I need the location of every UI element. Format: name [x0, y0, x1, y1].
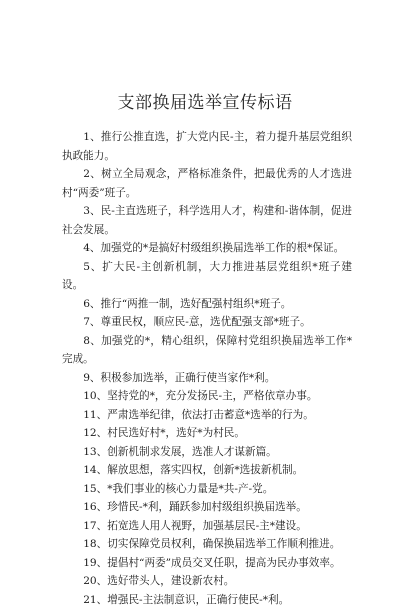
slogan-item: 1、推行公推直选，扩大党内民-主，着力提升基层党组织执政能力。 — [62, 128, 352, 165]
slogan-list — [62, 128, 352, 609]
slogan-item: 10、坚持党的*，充分发扬民-主，严格依章办事。 — [62, 387, 352, 406]
slogan-item: 15、*我们事业的核心力量是*共-产-党。 — [62, 480, 352, 499]
slogan-item: 8、加强党的*，精心组织，保障村党组织换届选举工作*完成。 — [62, 332, 352, 369]
slogan-item: 17、拓宽选人用人视野，加强基层民-主*建设。 — [62, 517, 352, 536]
document-title: 支部换届选举宣传标语 — [0, 88, 410, 113]
slogan-item: 4、加强党的*是搞好村级组织换届选举工作的根*保证。 — [62, 239, 352, 258]
slogan-item: 6、推行“两推一制，选好配强村组织*班子。 — [62, 295, 352, 314]
slogan-item: 3、民-主直选班子，科学选用人才，构建和-谐体制，促进社会发展。 — [62, 202, 352, 239]
slogan-item: 14、解放思想，落实四权，创新*选拔新机制。 — [62, 461, 352, 480]
slogan-item: 20、选好带头人，建设新农村。 — [62, 572, 352, 591]
slogan-item: 18、切实保障党员权利，确保换届选举工作顺利推进。 — [62, 535, 352, 554]
slogan-item: 21、增强民-主法制意识，正确行使民-*利。 — [62, 591, 352, 609]
slogan-item: 2、树立全局观念，严格标准条件，把最优秀的人才选进村“两委”班子。 — [62, 165, 352, 202]
slogan-item: 16、珍惜民-*利，踊跃参加村级组织换届选举。 — [62, 498, 352, 517]
slogan-item: 19、提倡村“两委”成员交叉任职，提高为民办事效率。 — [62, 554, 352, 573]
slogan-item: 7、尊重民权，顺应民-意，选优配强支部*班子。 — [62, 313, 352, 332]
slogan-item: 9、积极参加选举，正确行使当家作*利。 — [62, 369, 352, 388]
slogan-item: 13、创新机制求发展，选准人才谋新篇。 — [62, 443, 352, 462]
slogan-item: 12、村民选好村*，选好*为村民。 — [62, 424, 352, 443]
slogan-item: 5、扩大民-主创新机制，大力推进基层党组织*班子建设。 — [62, 258, 352, 295]
slogan-item: 11、严肃选举纪律，依法打击蓄意*选举的行为。 — [62, 406, 352, 425]
